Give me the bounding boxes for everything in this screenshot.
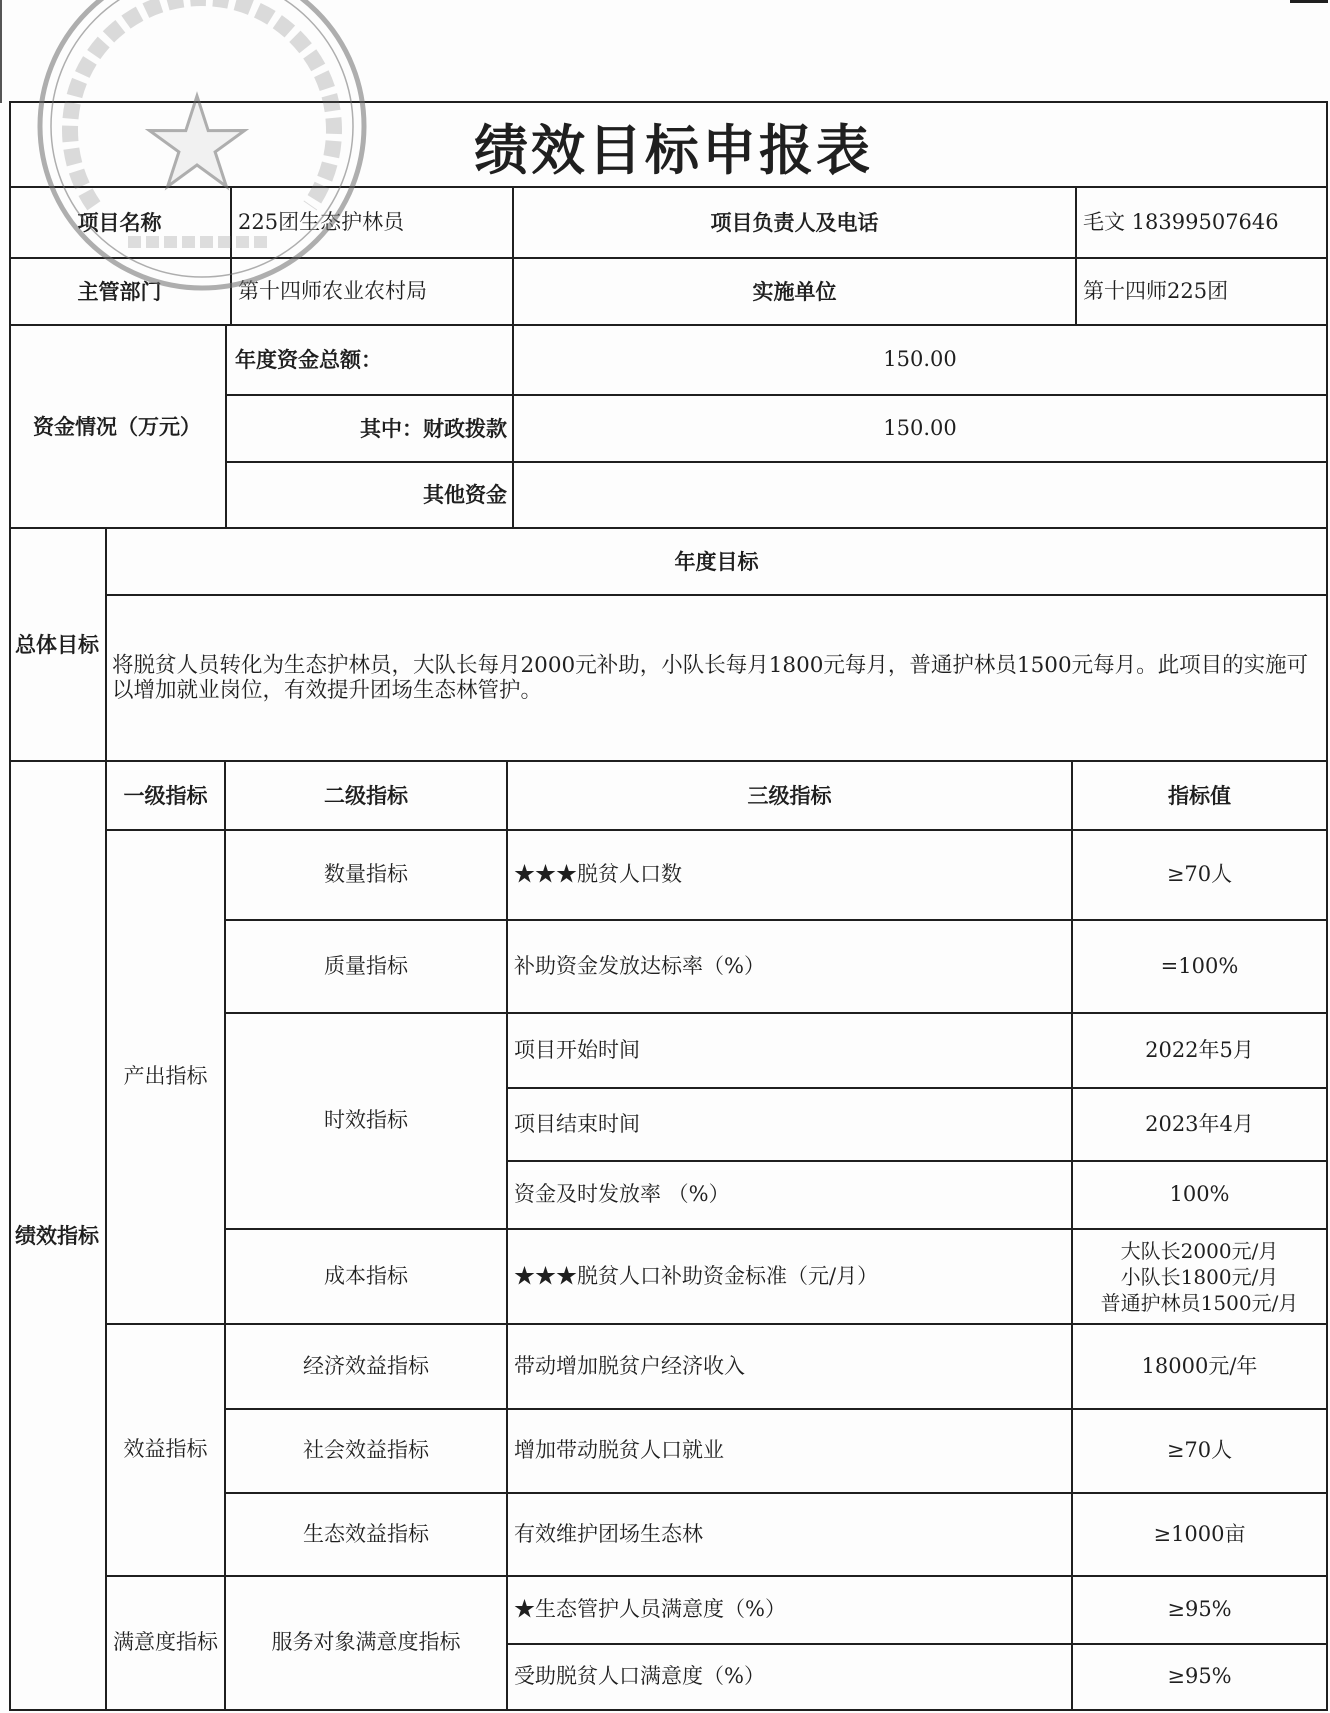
funds-total-label: 年度资金总额：: [227, 326, 514, 396]
header-level3: 三级指标: [508, 762, 1073, 831]
header-level1: 一级指标: [107, 762, 226, 831]
timeliness-end-level3: 项目结束时间: [508, 1089, 1073, 1162]
department-value: 第十四师农业农村局: [232, 259, 514, 326]
project-name-value: 225团生态护林员: [232, 188, 514, 259]
benefit-level1: 效益指标: [107, 1325, 226, 1577]
project-name-label: 项目名称: [9, 188, 232, 259]
funds-other-value: [514, 463, 1328, 529]
satisfaction-level2: 服务对象满意度指标: [226, 1577, 508, 1711]
quality-level2: 质量指标: [226, 921, 508, 1014]
cost-value-line: 小队长1800元/月: [1120, 1264, 1279, 1289]
quality-level3: 补助资金发放达标率（%）: [508, 921, 1073, 1014]
timeliness-rate-level3: 资金及时发放率 （%）: [508, 1162, 1073, 1230]
quantity-level3: ★★★脱贫人口数: [508, 831, 1073, 921]
cost-level3: ★★★脱贫人口补助资金标准（元/月）: [508, 1230, 1073, 1325]
output-level1: 产出指标: [107, 831, 226, 1325]
quality-value: =100%: [1073, 921, 1328, 1014]
annual-goal-header: 年度目标: [107, 529, 1328, 596]
timeliness-rate-value: 100%: [1073, 1162, 1328, 1230]
project-manager-label: 项目负责人及电话: [514, 188, 1077, 259]
implementing-unit-value: 第十四师225团: [1077, 259, 1328, 326]
funds-label: 资金情况（万元）: [9, 326, 227, 529]
header-value: 指标值: [1073, 762, 1328, 831]
timeliness-start-value: 2022年5月: [1073, 1014, 1328, 1089]
project-manager-value: 毛文 18399507646: [1077, 188, 1328, 259]
funds-total-value: 150.00: [514, 326, 1328, 396]
cost-value-line: 普通护林员1500元/月: [1100, 1290, 1299, 1315]
funds-other-label: 其他资金: [227, 463, 514, 529]
cost-level2: 成本指标: [226, 1230, 508, 1325]
overall-goal-label: 总体目标: [9, 529, 107, 762]
economic-value: 18000元/年: [1073, 1325, 1328, 1410]
ecological-value: ≥1000亩: [1073, 1494, 1328, 1577]
annual-goal-cell: [107, 596, 1328, 762]
quantity-level2: 数量指标: [226, 831, 508, 921]
staff-satisfaction-value: ≥95%: [1073, 1577, 1328, 1645]
scan-corner-mark: [1290, 0, 1328, 3]
indicators-label: 绩效指标: [9, 762, 107, 1711]
department-label: 主管部门: [9, 259, 232, 326]
funds-fiscal-value: 150.00: [514, 396, 1328, 463]
funds-fiscal-label: 其中：财政拨款: [227, 396, 514, 463]
annual-goal-text: 将脱贫人员转化为生态护林员，大队长每月2000元补助，小队长每月1800元每月，普通护林员1500元每月。此项目的实施可以增加就业岗位，有效提升团场生态林管护。: [112, 653, 1309, 703]
header-level2: 二级指标: [226, 762, 508, 831]
recipient-satisfaction-level3: 受助脱贫人口满意度（%）: [508, 1645, 1073, 1711]
ecological-level3: 有效维护团场生态林: [508, 1494, 1073, 1577]
recipient-satisfaction-value: ≥95%: [1073, 1645, 1328, 1711]
economic-level2: 经济效益指标: [226, 1325, 508, 1410]
scan-edge-line: [0, 0, 2, 103]
quantity-value: ≥70人: [1073, 831, 1328, 921]
satisfaction-level1: 满意度指标: [107, 1577, 226, 1711]
social-level3: 增加带动脱贫人口就业: [508, 1410, 1073, 1494]
economic-level3: 带动增加脱贫户经济收入: [508, 1325, 1073, 1410]
implementing-unit-label: 实施单位: [514, 259, 1077, 326]
cost-value-line: 大队长2000元/月: [1120, 1238, 1279, 1263]
cost-value: [1073, 1230, 1328, 1325]
social-level2: 社会效益指标: [226, 1410, 508, 1494]
timeliness-end-value: 2023年4月: [1073, 1089, 1328, 1162]
ecological-level2: 生态效益指标: [226, 1494, 508, 1577]
timeliness-start-level3: 项目开始时间: [508, 1014, 1073, 1089]
social-value: ≥70人: [1073, 1410, 1328, 1494]
form-title: 绩效目标申报表: [9, 101, 1328, 188]
staff-satisfaction-level3: ★生态管护人员满意度（%）: [508, 1577, 1073, 1645]
timeliness-level2: 时效指标: [226, 1014, 508, 1230]
